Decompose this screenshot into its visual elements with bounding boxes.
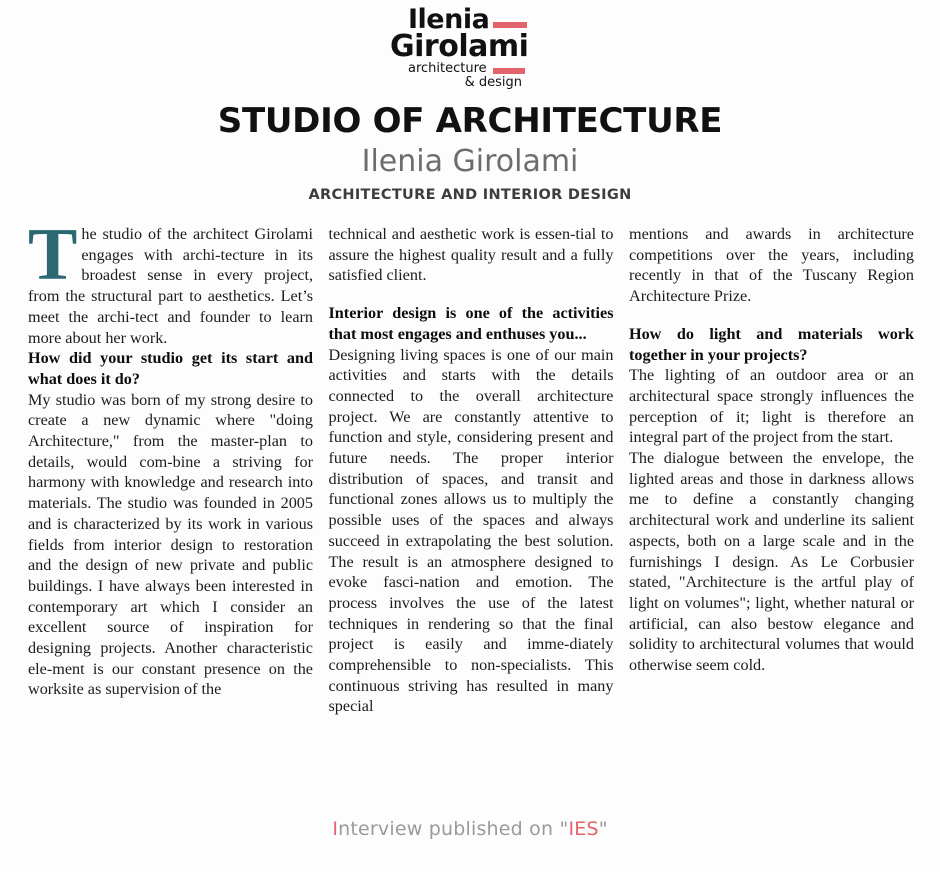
page-subtitle: Ilenia Girolami — [361, 143, 579, 179]
footer-lead-letter: I — [332, 818, 339, 840]
answer-paragraph-3b: The dialogue between the envelope, the lighted areas and those in darkness allows me to define a constantly changing architectural work and underline its salient aspects, both on a large scale and in the furnishings I design. As Le Corbusier stated, "Architecture is the artful play of light on volumes"; light, whether natural or artificial, can also bestow elegance and solidity to architectural volumes that would otherwise seem cold. — [629, 449, 914, 675]
logo-line-design-row — [390, 76, 550, 91]
logo-red-bar-top — [493, 22, 527, 28]
footer-quote-close: " — [598, 818, 608, 840]
logo-text-architecture: architecture — [408, 61, 487, 77]
logo-red-bar-mid — [493, 68, 525, 74]
article-column-3 — [629, 224, 914, 676]
logo-inner — [390, 4, 550, 91]
article-column-2 — [329, 224, 614, 717]
footer-publication-name: IES — [568, 818, 599, 840]
footer-prefix-text: nterview published on — [338, 818, 560, 840]
brand-logo — [0, 0, 940, 91]
question-heading-3: How do light and materials work together in your projects? — [629, 324, 914, 364]
drop-cap-letter: T — [28, 214, 78, 296]
answer-paragraph-1: My studio was born of my strong desire to create a new dynamic where "doing Architecture," from the master-plan to details, would com-bine a striving for harmony with knowledge and research into materials. The studio was founded in 2005 and is characterized by its work in various fields from interior design to restoration and the design of new private and public buildings. I have always been interested in contemporary art which I consider an excellent source of inspiration for designing projects. Another characteristic ele-ment is our constant presence on the worksite as supervision of the — [28, 390, 313, 699]
logo-text-ilenia: Ilenia — [408, 4, 490, 35]
question-heading-1: How did your studio get its start and what does it do? — [28, 349, 313, 388]
question-heading-2: Interior design is one of the activities that most engages and enthuses you... — [328, 304, 614, 343]
footer-credit — [0, 818, 940, 840]
logo-text-design: & design — [464, 75, 522, 91]
answer-paragraph-2-continued: mentions and awards in architecture competitions over the years, including recently in that of the Tuscany Region Architecture Prize. — [629, 225, 914, 306]
article-intro-text: he studio of the architect Girolami engages with archi-tecture in its broadest sense in every project, from the structural part to aesthetics. Let’s meet the archi-tect and founder to learn more about her work. — [28, 225, 313, 347]
answer-paragraph-3a: The lighting of an outdoor area or an architectural space strongly influences the perception of it; light is therefore an integral part of the project from the start. — [629, 366, 914, 447]
article-column-1 — [28, 214, 313, 700]
article-columns — [28, 214, 914, 717]
page-title-block — [0, 103, 940, 203]
article-intro-paragraph — [28, 214, 313, 348]
page-tagline: ARCHITECTURE AND INTERIOR DESIGN — [308, 187, 632, 204]
footer-quote-open: " — [559, 818, 569, 840]
page-title: STUDIO OF ARCHITECTURE — [217, 101, 723, 142]
answer-paragraph-2: Designing living spaces is one of our main activities and starts with the details connected to the overall architecture project. We are constantly attentive to function and style, considering present and future needs. The proper interior distribution of spaces, and transit and functional zones allows us to multiply the possible uses of the spaces and always succeed in extrapolating the best solution. The result is an atmosphere designed to evoke fasci-nation and emotion. The process involves the use of the latest techniques in rendering so that the final project is easily and imme-diately comprehensible to non-specialists. This continuous striving has resulted in many special — [328, 345, 614, 716]
logo-line-girolami-row — [390, 28, 550, 64]
logo-text-girolami: Girolami — [390, 28, 529, 64]
answer-paragraph-1-continued: technical and aesthetic work is essen-tial to assure the highest quality result and a fully satisfied client. — [328, 225, 614, 285]
